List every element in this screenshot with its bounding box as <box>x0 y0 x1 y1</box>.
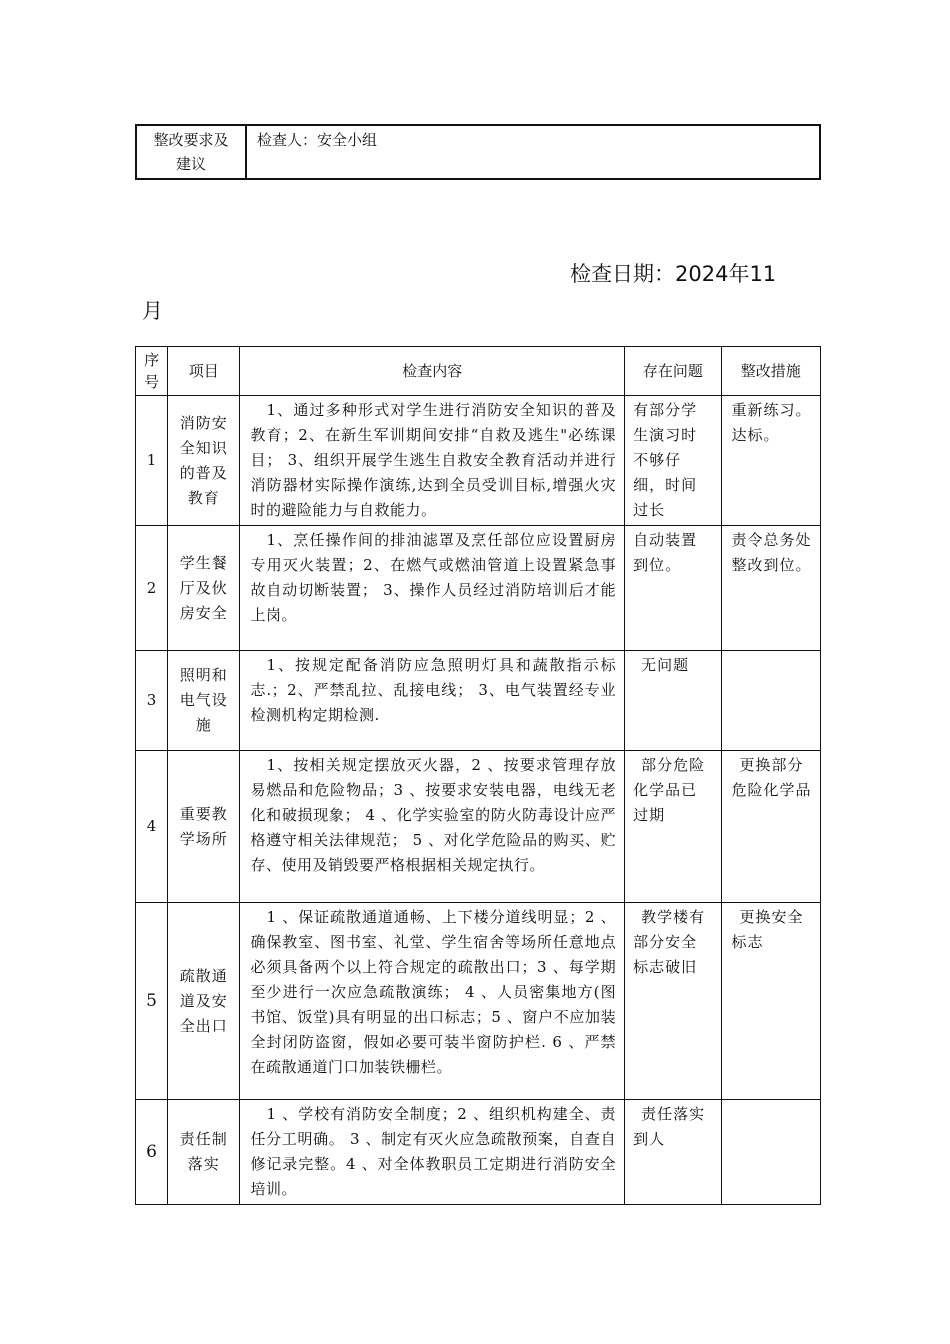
table-row <box>136 125 820 179</box>
rectification-label-cell <box>136 125 246 179</box>
table-header-row <box>136 347 821 396</box>
header-no-line1: 序 <box>144 351 160 369</box>
row-problem: 有部分学生演习时不够仔细，时间过长 <box>625 396 721 526</box>
row-content-text: 1、按相关规定摆放灭火器，2 、按要求管理存放易燃品和危险物品；3 、按要求安装电器，电线无老化和破损现象； 4 、化学实验室的防火防毒设计应严格遵守相关法律规范； 5 、对化学危险品的购买、贮存、使用及销毁要严格根据相关规定执行。 <box>250 756 617 874</box>
header-problem: 存在问题 <box>625 347 721 396</box>
rectification-table <box>135 124 821 180</box>
table-row <box>136 526 821 651</box>
row-item: 照明和电气设施 <box>168 651 240 751</box>
row-fix <box>721 1100 820 1205</box>
row-content <box>240 751 625 903</box>
row-content <box>240 903 625 1100</box>
row-item: 责任制落实 <box>168 1100 240 1205</box>
row-content-text: 1 、保证疏散通道通畅、上下楼分道线明显；2 、确保教室、图书室、礼堂、学生宿舍等场所任意地点必须具备两个以上符合规定的疏散出口；3 、每学期至少进行一次应急疏散演练； 4 、人员密集地方(图书馆、饭堂)具有明显的出口标志；5 、窗户不应加装全封闭防盗窗，假如必要可装半窗防护栏. 6 、严禁在疏散通道门口加装铁栅栏。 <box>250 908 617 1076</box>
row-item: 学生餐厅及伙房安全 <box>168 526 240 651</box>
row-fix <box>721 903 820 1100</box>
row-number: 1 <box>136 396 168 526</box>
inspection-date-line2: 月 <box>142 299 163 323</box>
row-problem <box>625 903 721 1100</box>
row-fix: 重新练习。达标。 <box>721 396 820 526</box>
header-content: 检查内容 <box>240 347 625 396</box>
row-number: 4 <box>136 751 168 903</box>
row-problem-text: 责任落实到人 <box>633 1105 706 1148</box>
inspection-table <box>135 346 821 1205</box>
table-row <box>136 903 821 1100</box>
table-row <box>136 396 821 526</box>
row-number: 2 <box>136 526 168 651</box>
rectification-label-line2: 建议 <box>175 155 206 173</box>
row-problem <box>625 651 721 751</box>
row-problem <box>625 751 721 903</box>
row-problem <box>625 1100 721 1205</box>
row-problem-text: 无问题 <box>641 656 690 674</box>
row-fix: 责令总务处整改到位。 <box>721 526 820 651</box>
row-problem-text: 教学楼有部分安全标志破旧 <box>633 908 706 976</box>
row-content <box>240 1100 625 1205</box>
row-fix <box>721 651 820 751</box>
row-content-text: 1、按规定配备消防应急照明灯具和蔬散指示标志.；2、严禁乱拉、乱接电线； 3、电气装置经专业检测机构定期检测. <box>250 656 617 724</box>
row-content-text: 1、烹任操作间的排油滤罩及烹任部位应设置厨房专用灭火装置；2、在燃气或燃油管道上设置紧急事故自动切断装置； 3、操作人员经过消防培训后才能上岗。 <box>250 531 617 624</box>
row-number: 5 <box>136 903 168 1100</box>
row-item: 疏散通道及安全出口 <box>168 903 240 1100</box>
row-fix-text: 更换部分危险化学品 <box>731 756 812 799</box>
row-item: 重要教学场所 <box>168 751 240 903</box>
row-fix-text: 更换安全标志 <box>731 908 804 951</box>
header-item: 项目 <box>168 347 240 396</box>
row-problem-text: 部分危险化学品已过期 <box>633 756 706 824</box>
row-content-text: 1 、学校有消防安全制度；2 、组织机构建全、责任分工明确。 3 、制定有灭火应急疏散预案，自查自修记录完整。4 、对全体教职员工定期进行消防安全培训。 <box>250 1105 617 1198</box>
table-row <box>136 751 821 903</box>
rectification-label-line1: 整改要求及 <box>153 131 229 149</box>
row-content <box>240 651 625 751</box>
row-content-text: 1、通过多种形式对学生进行消防安全知识的普及教育；2、在新生军训期间安排“自救及逃生"必练课目； 3、组织开展学生逃生自救安全教育活动并进行消防器材实际操作演练,达到全员受训目标,增强火灾时的避险能力与自救能力。 <box>250 401 617 519</box>
header-no-line2: 号 <box>144 373 160 391</box>
row-item: 消防安全知识的普及教育 <box>168 396 240 526</box>
inspector-cell: 检查人：安全小组 <box>246 125 820 179</box>
row-content <box>240 526 625 651</box>
row-number: 3 <box>136 651 168 751</box>
table-row <box>136 1100 821 1205</box>
header-fix: 整改措施 <box>721 347 820 396</box>
table-row <box>136 651 821 751</box>
inspection-date-line1: 检查日期：2024年11 <box>570 262 777 286</box>
row-problem: 自动装置到位。 <box>625 526 721 651</box>
row-fix <box>721 751 820 903</box>
row-content <box>240 396 625 526</box>
row-number: 6 <box>136 1100 168 1205</box>
header-no <box>136 347 168 396</box>
